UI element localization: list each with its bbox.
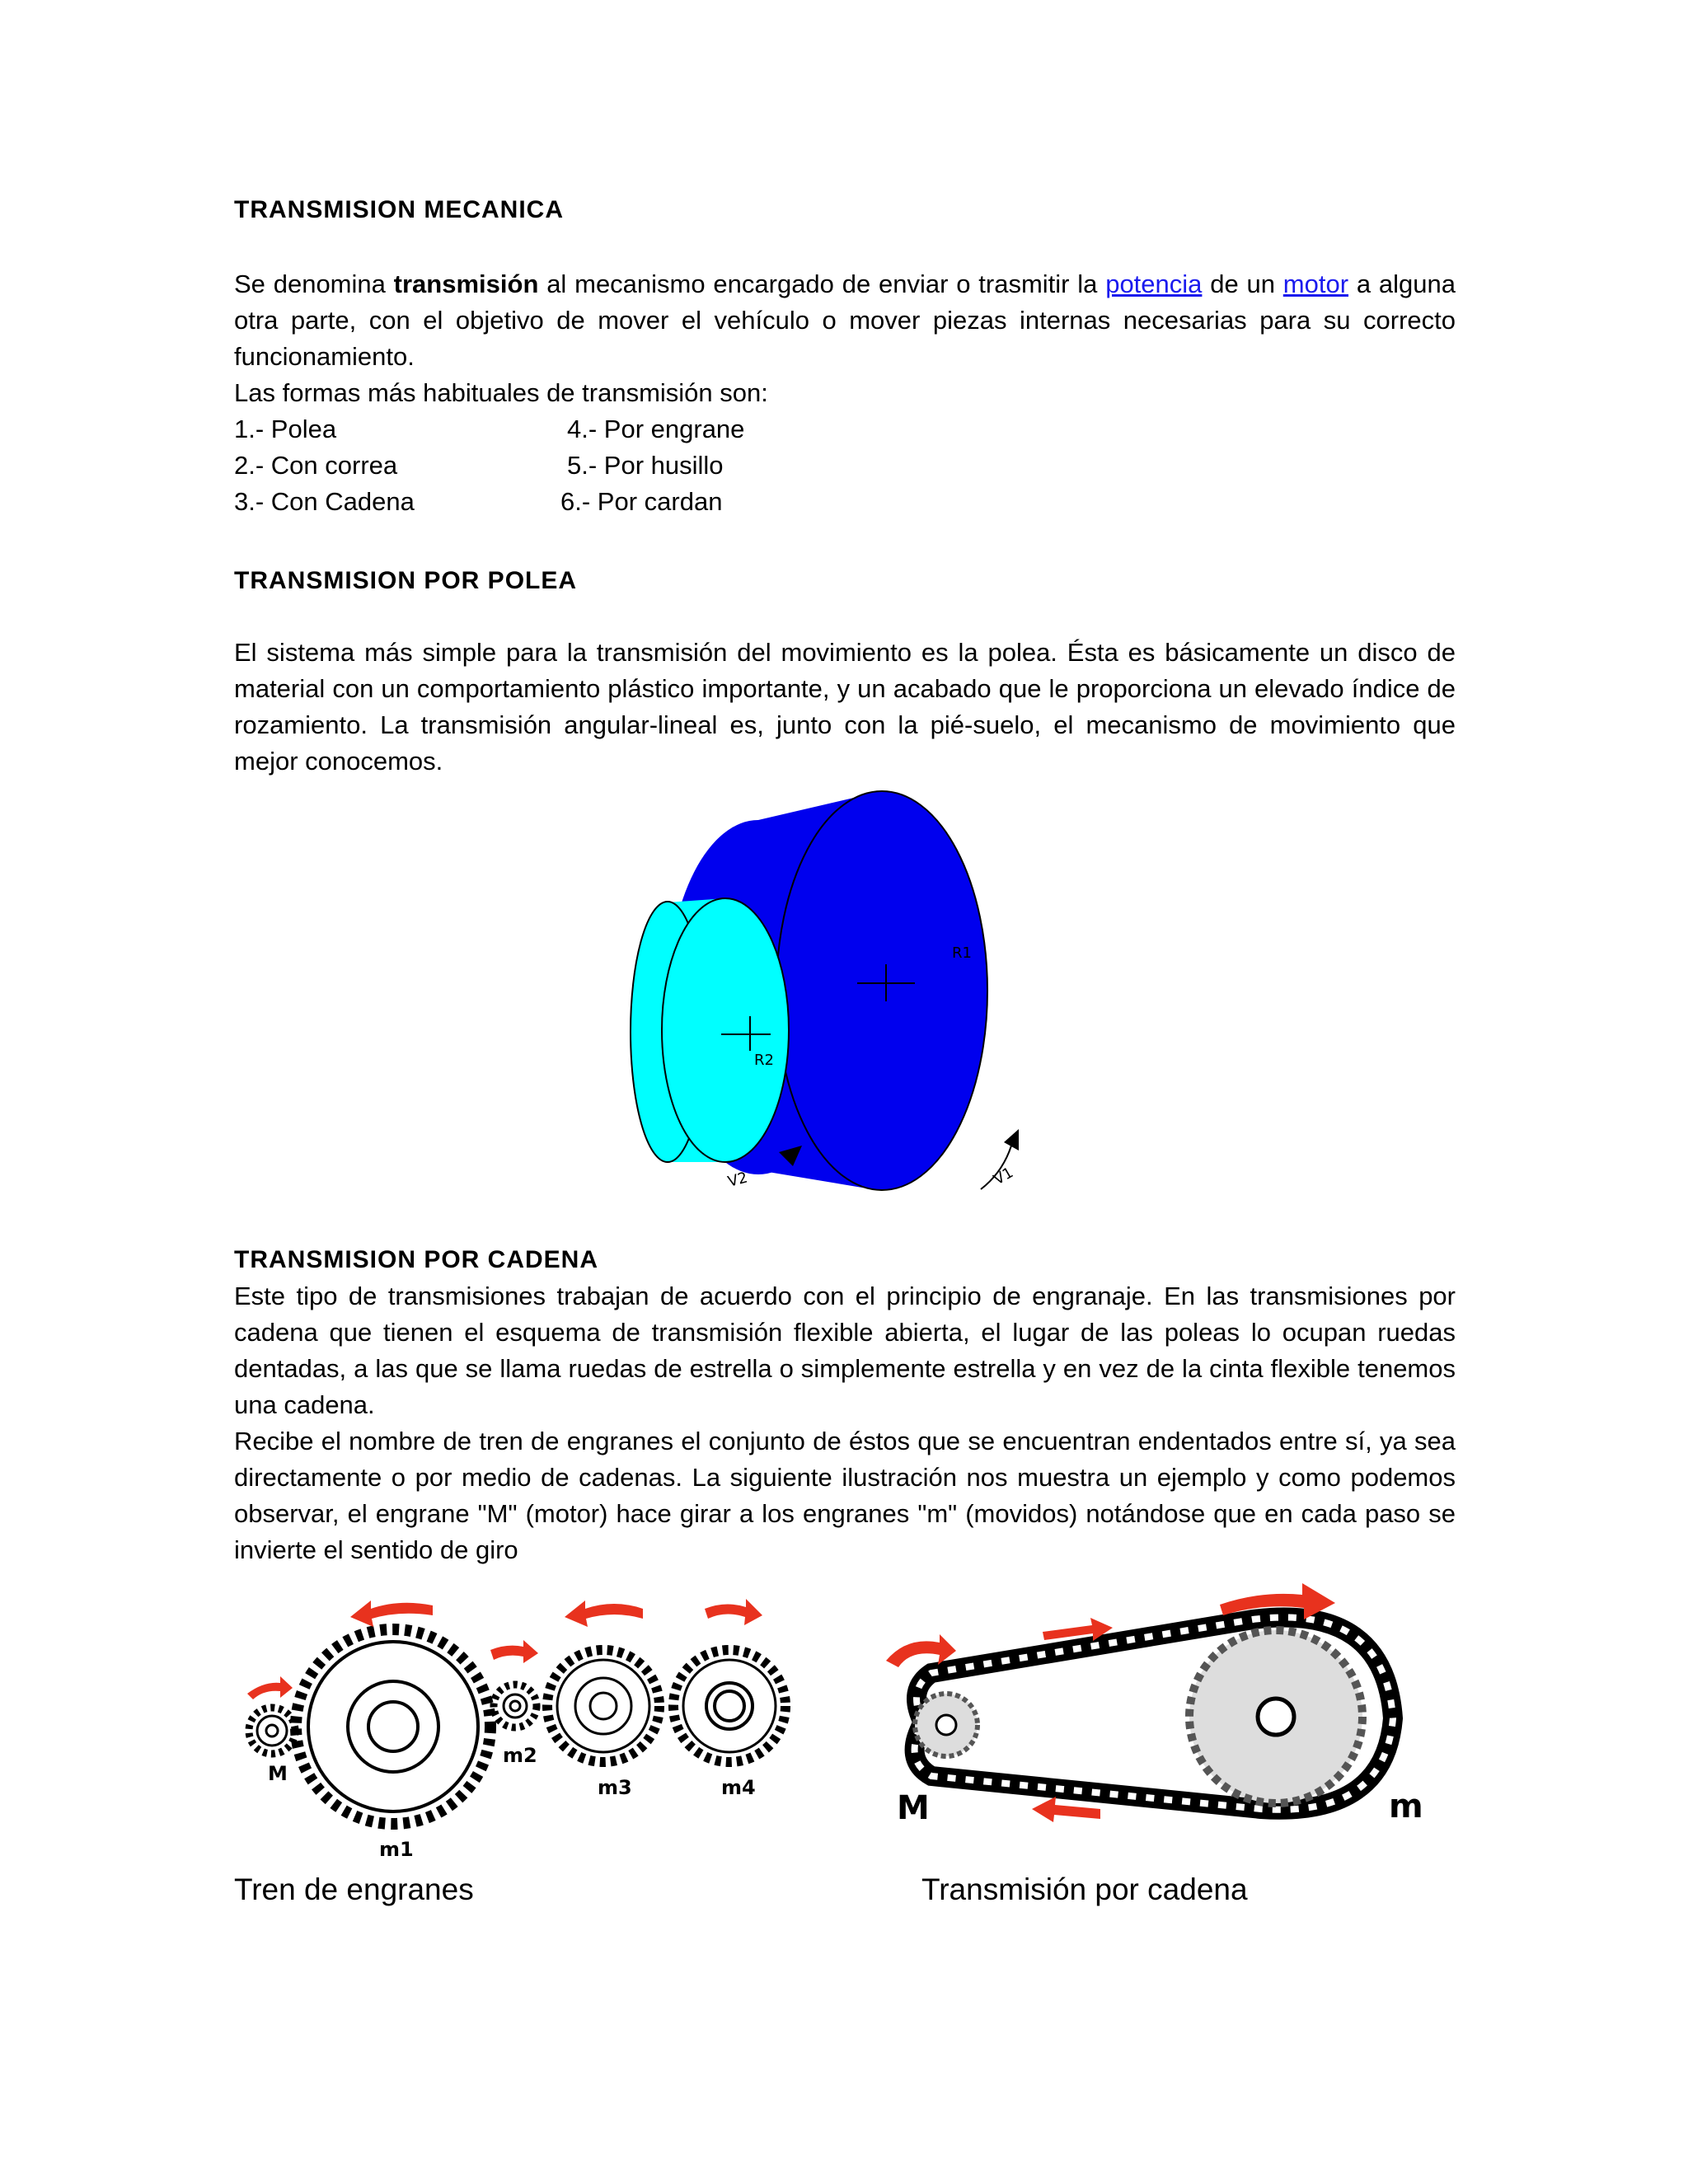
label-gear-M: M: [268, 1762, 288, 1785]
intro-bold-term: transmisión: [393, 269, 539, 298]
intro-text-1: Se denomina: [234, 269, 394, 298]
sprocket-M: [915, 1694, 978, 1756]
list-item: [234, 484, 976, 520]
arrow-icon: [565, 1601, 643, 1627]
intro-text-4: a alguna otra parte, con el objetivo de mover el vehículo o mover piezas internas necesarias para su correcto funcionamiento.: [234, 269, 1456, 371]
label-gear-m4: m4: [721, 1776, 756, 1799]
list-item: [234, 448, 976, 484]
gear-train-figure: [235, 1591, 812, 1863]
heading-transmision-cadena: TRANSMISION POR CADENA: [234, 1246, 599, 1273]
intro-text-3: de un: [1202, 269, 1283, 298]
cadena-paragraph-2: Recibe el nombre de tren de engranes el conjunto de éstos que se encuentran endentados entre sí, ya sea directamente o por medio de cadenas. La siguiente ilustración nos muestra un ejemplo y como podemos observar, el engrane "M" (motor) hace girar a los engranes "m" (movidos) notándose que en cada paso se invierte el sentido de giro: [234, 1427, 1456, 1564]
label-gear-m1: m1: [379, 1838, 414, 1861]
label-gear-m3: m3: [598, 1776, 632, 1799]
arrow-icon: [350, 1601, 433, 1627]
arrow-icon: [705, 1599, 762, 1625]
pulley-figure: [610, 783, 1039, 1195]
form-item: 1.- Polea: [234, 415, 337, 443]
label-r2: R2: [754, 1052, 774, 1069]
form-item: 4.- Por engrane: [567, 415, 745, 443]
caption-transmision-cadena: Transmisión por cadena: [921, 1872, 1248, 1906]
label-v2: V2: [725, 1169, 750, 1191]
label-v1: V1: [991, 1164, 1017, 1189]
gear-m1: [296, 1629, 490, 1824]
gear-M: [249, 1708, 295, 1754]
list-item: [234, 411, 976, 448]
forms-intro: Las formas más habituales de transmisión son:: [234, 378, 768, 407]
intro-paragraph: [234, 266, 1456, 375]
link-potencia[interactable]: potencia: [1105, 269, 1203, 298]
heading-transmision-polea: TRANSMISION POR POLEA: [234, 567, 578, 594]
form-item: 3.- Con Cadena: [234, 487, 415, 516]
arrow-icon: [247, 1676, 293, 1699]
small-pulley: [631, 898, 789, 1162]
gear-m2: [494, 1685, 537, 1727]
form-item: 5.- Por husillo: [567, 451, 724, 480]
gear-m4: [673, 1650, 785, 1762]
arrow-icon: [490, 1640, 538, 1663]
sprocket-m: [1189, 1630, 1362, 1803]
polea-paragraph: El sistema más simple para la transmisión del movimiento es la polea. Ésta es básicamente un disco de material con un comportamiento plástico importante, y un acabado que le proporciona un elevado índice de rozamiento. La transmisión angular-lineal es, junto con la pié-suelo, el mecanismo de movimiento que mejor conocemos.: [234, 638, 1456, 776]
link-motor[interactable]: motor: [1282, 269, 1349, 298]
cadena-paragraph-1: Este tipo de transmisiones trabajan de acuerdo con el principio de engranaje. En las transmisiones por cadena que tienen el esquema de transmisión flexible abierta, el lugar de las poleas lo ocupan ruedas dentadas, a las que se llama ruedas de estrella o simplemente estrella y en vez de la cinta flexible tenemos una cadena.: [234, 1282, 1456, 1419]
form-item: 6.- Por cardan: [560, 487, 723, 516]
label-chain-m: m: [1389, 1788, 1423, 1825]
label-gear-m2: m2: [503, 1744, 537, 1767]
heading-transmision-mecanica: TRANSMISION MECANICA: [234, 196, 564, 223]
gear-m3: [547, 1650, 659, 1762]
label-r1: R1: [952, 944, 972, 962]
intro-text-2: al mecanismo encargado de enviar o trasmitir la: [538, 269, 1106, 298]
forms-list: [234, 411, 976, 520]
form-item: 2.- Con correa: [234, 451, 398, 480]
label-chain-M: M: [897, 1789, 930, 1827]
chain-figure: [874, 1570, 1442, 1842]
caption-tren-engranes: Tren de engranes: [234, 1872, 474, 1906]
